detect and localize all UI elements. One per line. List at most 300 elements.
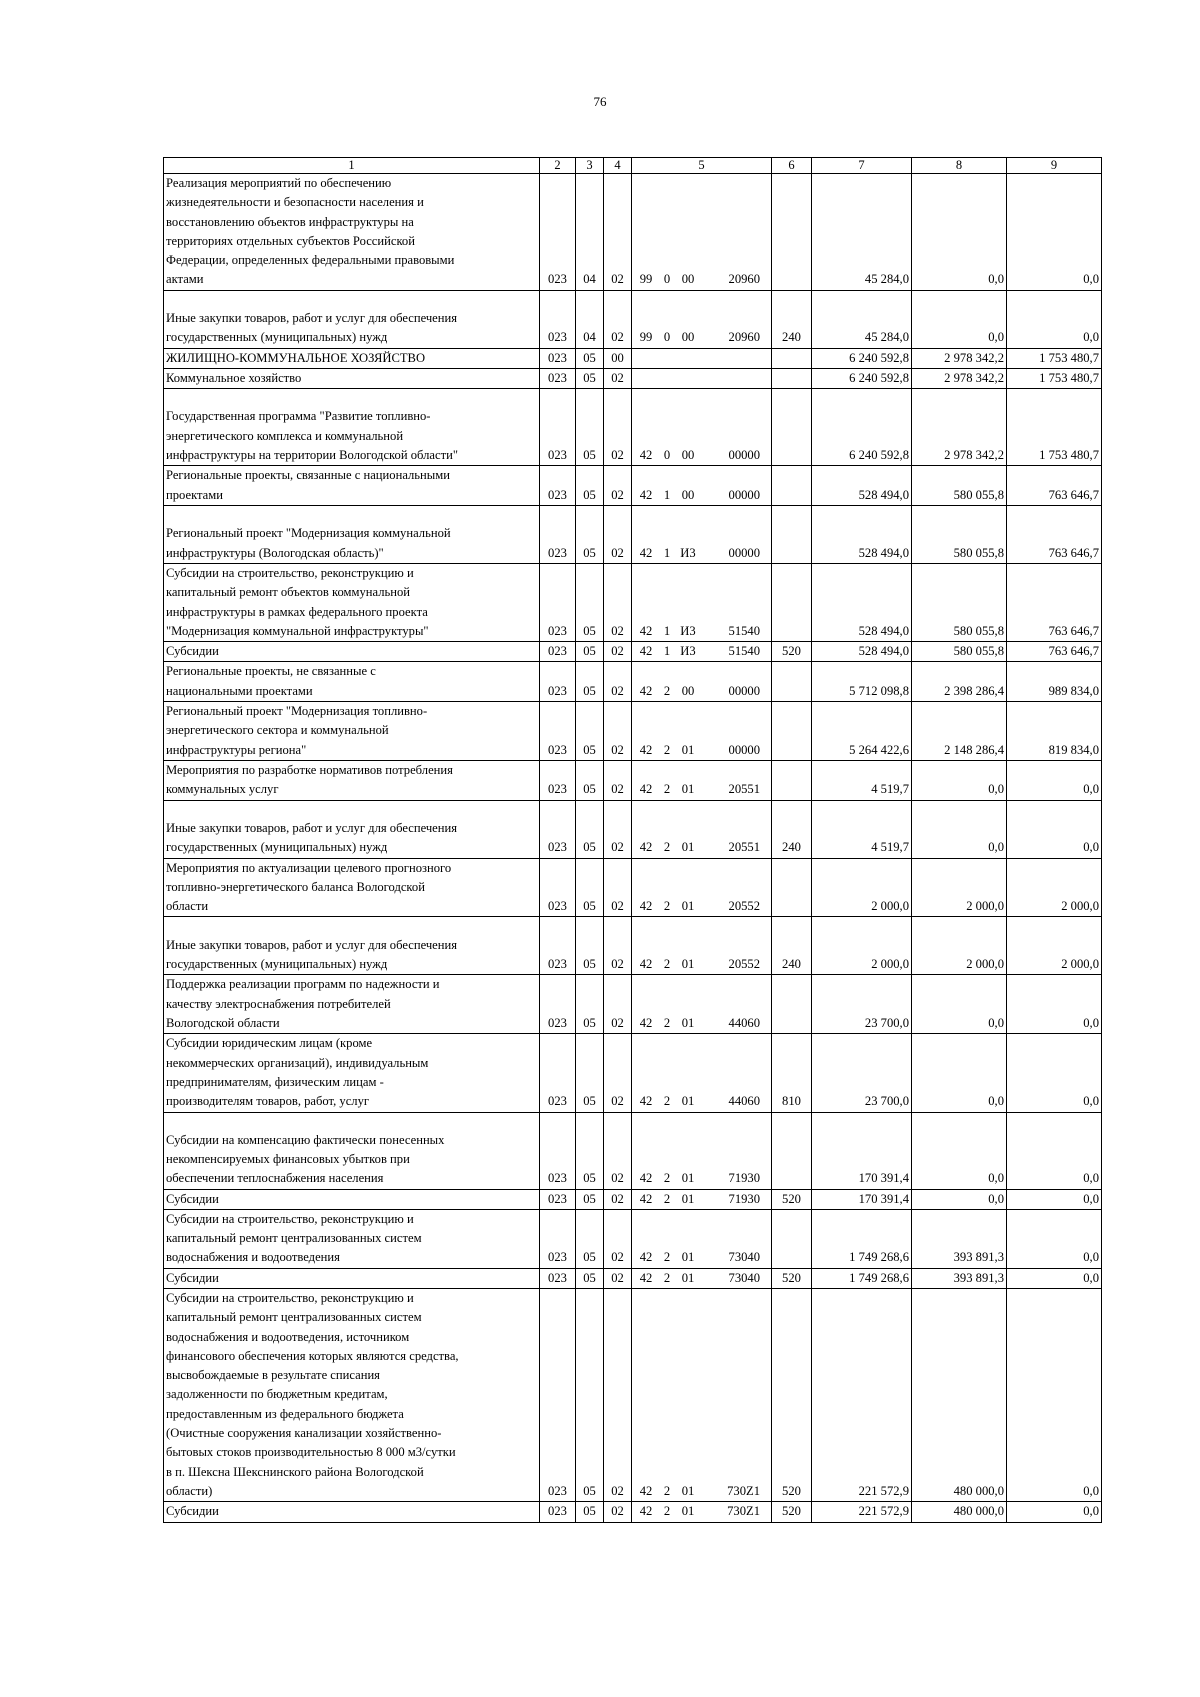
- target-article-direction: 00: [681, 448, 695, 463]
- row-name: Субсидии на строительство, реконструкцию и капитальный ремонт объектов коммунальной инфраструктуры в рамках федерального проекта "Модернизация коммунальной инфраструктуры": [164, 563, 540, 641]
- target-article-code: 20552: [728, 957, 760, 972]
- row-name: Иные закупки товаров, работ и услуг для обеспечения государственных (муниципальных) нужд: [164, 290, 540, 348]
- target-article-code: 00000: [728, 448, 760, 463]
- target-article-direction: И3: [680, 545, 696, 560]
- cell-subsection-code: 02: [604, 662, 632, 702]
- cell-target-article: [632, 858, 772, 917]
- target-article-subprogram: 1: [663, 545, 671, 560]
- cell-section-code: 05: [576, 505, 604, 563]
- header-cell: 3: [576, 158, 604, 174]
- cell-amount-year2: 580 055,8: [912, 642, 1007, 662]
- target-article-program: 42: [639, 1016, 653, 1031]
- cell-amount-year3: 819 834,0: [1007, 702, 1102, 761]
- table-row: [164, 702, 1102, 761]
- target-article-code: 71930: [728, 1191, 760, 1206]
- cell-section-code: 04: [576, 290, 604, 348]
- cell-amount-year1: 5 712 098,8: [812, 662, 912, 702]
- cell-admin-code: 023: [540, 1268, 576, 1288]
- target-article-program: 42: [639, 683, 653, 698]
- cell-admin-code: 023: [540, 1209, 576, 1268]
- cell-target-article: [632, 1189, 772, 1209]
- cell-amount-year1: 4 519,7: [812, 760, 912, 800]
- cell-subsection-code: 02: [604, 975, 632, 1034]
- table-row: [164, 1112, 1102, 1189]
- cell-amount-year3: 0,0: [1007, 1502, 1102, 1522]
- target-article-program: 99: [639, 330, 653, 345]
- row-name: Реализация мероприятий по обеспечению жизнедеятельности и безопасности населения и восстановлению объектов инфраструктуры на территориях отдельных субъектов Российской Федерации, определенных федеральными правовыми актами: [164, 174, 540, 291]
- target-article-direction: 01: [681, 1270, 695, 1285]
- target-article-direction: 00: [681, 683, 695, 698]
- cell-target-article: [632, 917, 772, 975]
- header-cell: 5: [632, 158, 772, 174]
- target-article-code: 71930: [728, 1171, 760, 1186]
- cell-section-code: 05: [576, 389, 604, 466]
- target-article-direction: 01: [681, 957, 695, 972]
- target-article-direction: 01: [681, 782, 695, 797]
- target-article-subprogram: 2: [663, 1504, 671, 1519]
- target-article-code: 51540: [728, 623, 760, 638]
- table-row: [164, 858, 1102, 917]
- cell-subsection-code: 02: [604, 858, 632, 917]
- cell-amount-year2: 393 891,3: [912, 1209, 1007, 1268]
- target-article-program: 42: [639, 1504, 653, 1519]
- target-article-subprogram: 2: [663, 1250, 671, 1265]
- cell-amount-year2: 0,0: [912, 174, 1007, 291]
- cell-admin-code: 023: [540, 858, 576, 917]
- target-article-code: 20551: [728, 782, 760, 797]
- header-cell: 2: [540, 158, 576, 174]
- cell-subsection-code: 02: [604, 369, 632, 389]
- cell-amount-year3: 989 834,0: [1007, 662, 1102, 702]
- cell-section-code: 05: [576, 1268, 604, 1288]
- cell-amount-year1: 170 391,4: [812, 1112, 912, 1189]
- row-name: Региональный проект "Модернизация коммунальной инфраструктуры (Вологодская область)": [164, 505, 540, 563]
- cell-expense-type: [772, 563, 812, 641]
- target-article-program: 42: [639, 1483, 653, 1498]
- cell-expense-type: [772, 389, 812, 466]
- cell-subsection-code: 02: [604, 1209, 632, 1268]
- cell-amount-year2: 0,0: [912, 800, 1007, 858]
- cell-subsection-code: 02: [604, 505, 632, 563]
- cell-section-code: 05: [576, 1189, 604, 1209]
- cell-amount-year1: 4 519,7: [812, 800, 912, 858]
- cell-subsection-code: 02: [604, 563, 632, 641]
- table-row: [164, 389, 1102, 466]
- target-article-program: 42: [639, 782, 653, 797]
- target-article-direction: И3: [680, 644, 696, 659]
- cell-amount-year2: 2 978 342,2: [912, 348, 1007, 368]
- cell-amount-year1: 221 572,9: [812, 1502, 912, 1522]
- cell-expense-type: 520: [772, 1189, 812, 1209]
- cell-expense-type: 520: [772, 642, 812, 662]
- target-article-program: 42: [639, 1094, 653, 1109]
- page-number: 76: [593, 94, 607, 109]
- target-article-program: 42: [639, 1171, 653, 1186]
- target-article-subprogram: 0: [663, 448, 671, 463]
- target-article-code: 20960: [728, 330, 760, 345]
- cell-admin-code: 023: [540, 662, 576, 702]
- cell-amount-year3: 0,0: [1007, 1209, 1102, 1268]
- header-cell: 6: [772, 158, 812, 174]
- target-article-direction: 00: [681, 330, 695, 345]
- cell-amount-year1: 23 700,0: [812, 975, 912, 1034]
- cell-amount-year2: 580 055,8: [912, 563, 1007, 641]
- cell-admin-code: 023: [540, 174, 576, 291]
- cell-admin-code: 023: [540, 642, 576, 662]
- cell-section-code: 05: [576, 1112, 604, 1189]
- cell-amount-year3: 763 646,7: [1007, 563, 1102, 641]
- target-article-subprogram: 2: [663, 899, 671, 914]
- cell-amount-year1: 45 284,0: [812, 290, 912, 348]
- cell-subsection-code: 02: [604, 290, 632, 348]
- target-article-code: 00000: [728, 487, 760, 502]
- header-cell: 1: [164, 158, 540, 174]
- row-name: Региональные проекты, не связанные с национальными проектами: [164, 662, 540, 702]
- cell-subsection-code: 02: [604, 642, 632, 662]
- row-name: Субсидии на компенсацию фактически понесенных некомпенсируемых финансовых убытков при обеспечении теплоснабжения населения: [164, 1112, 540, 1189]
- table-row: [164, 290, 1102, 348]
- cell-section-code: 05: [576, 348, 604, 368]
- cell-amount-year1: 528 494,0: [812, 505, 912, 563]
- cell-target-article: [632, 1209, 772, 1268]
- cell-admin-code: 023: [540, 466, 576, 506]
- cell-amount-year2: 2 000,0: [912, 917, 1007, 975]
- target-article-code: 00000: [728, 742, 760, 757]
- cell-amount-year1: 6 240 592,8: [812, 369, 912, 389]
- target-article-subprogram: 2: [663, 782, 671, 797]
- cell-section-code: 05: [576, 975, 604, 1034]
- cell-subsection-code: 02: [604, 702, 632, 761]
- cell-target-article: [632, 1034, 772, 1112]
- target-article-program: 42: [639, 1191, 653, 1206]
- cell-section-code: 05: [576, 1034, 604, 1112]
- cell-amount-year3: 1 753 480,7: [1007, 389, 1102, 466]
- target-article-subprogram: 2: [663, 1483, 671, 1498]
- cell-subsection-code: 02: [604, 466, 632, 506]
- table-body: [164, 174, 1102, 1523]
- cell-amount-year2: 0,0: [912, 1034, 1007, 1112]
- cell-expense-type: [772, 702, 812, 761]
- cell-target-article: [632, 975, 772, 1034]
- cell-section-code: 05: [576, 702, 604, 761]
- cell-amount-year3: 763 646,7: [1007, 505, 1102, 563]
- cell-expense-type: [772, 662, 812, 702]
- cell-amount-year2: 0,0: [912, 760, 1007, 800]
- target-article-direction: 01: [681, 1250, 695, 1265]
- budget-table: [163, 157, 1102, 1523]
- cell-amount-year3: 0,0: [1007, 1268, 1102, 1288]
- target-article-code: 00000: [728, 683, 760, 698]
- cell-subsection-code: 02: [604, 1502, 632, 1522]
- row-name: Субсидии: [164, 1502, 540, 1522]
- row-name: Субсидии: [164, 1189, 540, 1209]
- cell-expense-type: 520: [772, 1288, 812, 1501]
- cell-admin-code: 023: [540, 1189, 576, 1209]
- cell-target-article: [632, 1502, 772, 1522]
- target-article-program: 42: [639, 840, 653, 855]
- header-cell: 9: [1007, 158, 1102, 174]
- cell-expense-type: [772, 760, 812, 800]
- cell-target-article: [632, 642, 772, 662]
- cell-amount-year1: 2 000,0: [812, 858, 912, 917]
- target-article-subprogram: 2: [663, 957, 671, 972]
- cell-target-article: [632, 174, 772, 291]
- table-row: [164, 1502, 1102, 1522]
- cell-section-code: 05: [576, 800, 604, 858]
- cell-expense-type: [772, 858, 812, 917]
- row-name: Мероприятия по разработке нормативов потребления коммунальных услуг: [164, 760, 540, 800]
- cell-section-code: 05: [576, 466, 604, 506]
- target-article-code: 44060: [728, 1094, 760, 1109]
- target-article-direction: 01: [681, 1094, 695, 1109]
- cell-subsection-code: 02: [604, 1288, 632, 1501]
- row-name: Государственная программа "Развитие топливно- энергетического комплекса и коммунальной инфраструктуры на территории Вологодской области": [164, 389, 540, 466]
- table-row: [164, 760, 1102, 800]
- target-article-subprogram: 2: [663, 1094, 671, 1109]
- row-name: Субсидии на строительство, реконструкцию и капитальный ремонт централизованных систем водоснабжения и водоотведения: [164, 1209, 540, 1268]
- cell-admin-code: 023: [540, 975, 576, 1034]
- cell-amount-year3: 763 646,7: [1007, 642, 1102, 662]
- target-article-subprogram: 1: [663, 644, 671, 659]
- cell-amount-year2: 393 891,3: [912, 1268, 1007, 1288]
- target-article-subprogram: 2: [663, 1270, 671, 1285]
- cell-section-code: 05: [576, 1288, 604, 1501]
- table-row: [164, 348, 1102, 368]
- cell-target-article: [632, 1288, 772, 1501]
- cell-expense-type: [772, 369, 812, 389]
- cell-amount-year1: 6 240 592,8: [812, 348, 912, 368]
- cell-admin-code: 023: [540, 702, 576, 761]
- cell-target-article: [632, 563, 772, 641]
- cell-target-article: [632, 290, 772, 348]
- cell-admin-code: 023: [540, 1034, 576, 1112]
- target-article-subprogram: 1: [663, 623, 671, 638]
- target-article-program: 42: [639, 899, 653, 914]
- cell-amount-year2: 2 978 342,2: [912, 389, 1007, 466]
- target-article-code: 00000: [728, 545, 760, 560]
- target-article-code: 44060: [728, 1016, 760, 1031]
- cell-admin-code: 023: [540, 290, 576, 348]
- target-article-direction: 01: [681, 1191, 695, 1206]
- row-name: Иные закупки товаров, работ и услуг для обеспечения государственных (муниципальных) нужд: [164, 800, 540, 858]
- row-name: Субсидии: [164, 1268, 540, 1288]
- cell-section-code: 05: [576, 1209, 604, 1268]
- target-article-subprogram: 0: [663, 330, 671, 345]
- cell-subsection-code: 02: [604, 800, 632, 858]
- target-article-subprogram: 2: [663, 1016, 671, 1031]
- cell-admin-code: 023: [540, 1288, 576, 1501]
- cell-amount-year3: 763 646,7: [1007, 466, 1102, 506]
- cell-amount-year3: 0,0: [1007, 290, 1102, 348]
- target-article-direction: 01: [681, 840, 695, 855]
- target-article-code: 73040: [728, 1250, 760, 1265]
- cell-admin-code: 023: [540, 800, 576, 858]
- cell-subsection-code: 02: [604, 174, 632, 291]
- target-article-subprogram: 0: [663, 272, 671, 287]
- cell-admin-code: 023: [540, 389, 576, 466]
- cell-admin-code: 023: [540, 505, 576, 563]
- cell-amount-year3: 2 000,0: [1007, 917, 1102, 975]
- table-row: [164, 917, 1102, 975]
- target-article-subprogram: 2: [663, 742, 671, 757]
- cell-admin-code: 023: [540, 760, 576, 800]
- target-article-code: 730Z1: [727, 1483, 760, 1498]
- cell-amount-year1: 170 391,4: [812, 1189, 912, 1209]
- cell-amount-year2: 0,0: [912, 290, 1007, 348]
- table-row: [164, 466, 1102, 506]
- table-row: [164, 642, 1102, 662]
- table-row: [164, 174, 1102, 291]
- header-cell: 8: [912, 158, 1007, 174]
- target-article-direction: 01: [681, 742, 695, 757]
- cell-amount-year1: 221 572,9: [812, 1288, 912, 1501]
- target-article-direction: 00: [681, 272, 695, 287]
- target-article-program: 42: [639, 1270, 653, 1285]
- cell-target-article: [632, 369, 772, 389]
- target-article-direction: 01: [681, 1504, 695, 1519]
- cell-target-article: [632, 1268, 772, 1288]
- cell-amount-year2: 0,0: [912, 1112, 1007, 1189]
- table-row: [164, 1034, 1102, 1112]
- cell-section-code: 05: [576, 858, 604, 917]
- cell-section-code: 04: [576, 174, 604, 291]
- cell-target-article: [632, 760, 772, 800]
- target-article-program: 42: [639, 644, 653, 659]
- cell-amount-year1: 5 264 422,6: [812, 702, 912, 761]
- cell-amount-year1: 528 494,0: [812, 466, 912, 506]
- header-cell: 4: [604, 158, 632, 174]
- target-article-code: 730Z1: [727, 1504, 760, 1519]
- cell-amount-year2: 2 978 342,2: [912, 369, 1007, 389]
- target-article-code: 20960: [728, 272, 760, 287]
- target-article-program: 42: [639, 448, 653, 463]
- cell-amount-year2: 2 000,0: [912, 858, 1007, 917]
- cell-amount-year1: 1 749 268,6: [812, 1209, 912, 1268]
- target-article-code: 51540: [728, 644, 760, 659]
- target-article-code: 73040: [728, 1270, 760, 1285]
- cell-amount-year1: 2 000,0: [812, 917, 912, 975]
- row-name: Коммунальное хозяйство: [164, 369, 540, 389]
- cell-admin-code: 023: [540, 1112, 576, 1189]
- cell-amount-year3: 0,0: [1007, 1288, 1102, 1501]
- cell-amount-year3: 1 753 480,7: [1007, 348, 1102, 368]
- cell-expense-type: [772, 975, 812, 1034]
- target-article-program: 42: [639, 1250, 653, 1265]
- cell-subsection-code: 02: [604, 917, 632, 975]
- cell-admin-code: 023: [540, 917, 576, 975]
- cell-target-article: [632, 800, 772, 858]
- cell-section-code: 05: [576, 917, 604, 975]
- table-row: [164, 505, 1102, 563]
- cell-amount-year3: 2 000,0: [1007, 858, 1102, 917]
- cell-section-code: 05: [576, 760, 604, 800]
- header-cell: 7: [812, 158, 912, 174]
- cell-subsection-code: 02: [604, 1268, 632, 1288]
- cell-target-article: [632, 662, 772, 702]
- target-article-code: 20552: [728, 899, 760, 914]
- row-name: Поддержка реализации программ по надежности и качеству электроснабжения потребителей Вологодской области: [164, 975, 540, 1034]
- cell-expense-type: [772, 1112, 812, 1189]
- cell-admin-code: 023: [540, 1502, 576, 1522]
- target-article-program: 99: [639, 272, 653, 287]
- target-article-subprogram: 2: [663, 1171, 671, 1186]
- row-name: Мероприятия по актуализации целевого прогнозного топливно-энергетического баланса Вологодской области: [164, 858, 540, 917]
- cell-amount-year3: 0,0: [1007, 1189, 1102, 1209]
- cell-section-code: 05: [576, 642, 604, 662]
- cell-expense-type: 810: [772, 1034, 812, 1112]
- target-article-subprogram: 1: [663, 487, 671, 502]
- target-article-direction: 00: [681, 487, 695, 502]
- target-article-subprogram: 2: [663, 683, 671, 698]
- cell-admin-code: 023: [540, 563, 576, 641]
- target-article-code: 20551: [728, 840, 760, 855]
- cell-subsection-code: 02: [604, 1034, 632, 1112]
- target-article-direction: И3: [680, 623, 696, 638]
- cell-expense-type: [772, 348, 812, 368]
- cell-expense-type: [772, 174, 812, 291]
- cell-amount-year3: 0,0: [1007, 975, 1102, 1034]
- cell-expense-type: 520: [772, 1268, 812, 1288]
- cell-amount-year1: 6 240 592,8: [812, 389, 912, 466]
- target-article-direction: 01: [681, 1171, 695, 1186]
- row-name: Иные закупки товаров, работ и услуг для обеспечения государственных (муниципальных) нужд: [164, 917, 540, 975]
- cell-target-article: [632, 466, 772, 506]
- table-row: [164, 1268, 1102, 1288]
- cell-amount-year3: 0,0: [1007, 1112, 1102, 1189]
- cell-subsection-code: 02: [604, 760, 632, 800]
- cell-target-article: [632, 505, 772, 563]
- cell-expense-type: [772, 1209, 812, 1268]
- target-article-subprogram: 2: [663, 1191, 671, 1206]
- row-name: Субсидии на строительство, реконструкцию и капитальный ремонт централизованных систем водоснабжения и водоотведения, источником финансового обеспечения которых являются средства, высвобождаемые в результате списания задолженности по бюджетным кредитам, предоставленным из федерального бюджета (Очистные сооружения канализации хозяйственно- бытовых стоков производительностью 8 000 м3/сутки в п. Шексна Шекснинского района Вологодской области): [164, 1288, 540, 1501]
- cell-expense-type: 240: [772, 290, 812, 348]
- cell-amount-year3: 0,0: [1007, 800, 1102, 858]
- target-article-program: 42: [639, 487, 653, 502]
- cell-target-article: [632, 702, 772, 761]
- cell-amount-year3: 1 753 480,7: [1007, 369, 1102, 389]
- target-article-subprogram: 2: [663, 840, 671, 855]
- cell-target-article: [632, 389, 772, 466]
- cell-expense-type: [772, 505, 812, 563]
- cell-amount-year1: 528 494,0: [812, 642, 912, 662]
- cell-admin-code: 023: [540, 348, 576, 368]
- header-row: [164, 158, 1102, 174]
- cell-amount-year2: 0,0: [912, 1189, 1007, 1209]
- cell-subsection-code: 02: [604, 1112, 632, 1189]
- cell-expense-type: 520: [772, 1502, 812, 1522]
- cell-amount-year1: 1 749 268,6: [812, 1268, 912, 1288]
- table-row: [164, 662, 1102, 702]
- cell-subsection-code: 00: [604, 348, 632, 368]
- table-row: [164, 1209, 1102, 1268]
- cell-amount-year2: 580 055,8: [912, 466, 1007, 506]
- cell-subsection-code: 02: [604, 1189, 632, 1209]
- cell-amount-year2: 480 000,0: [912, 1502, 1007, 1522]
- cell-expense-type: 240: [772, 917, 812, 975]
- cell-section-code: 05: [576, 563, 604, 641]
- table-row: [164, 563, 1102, 641]
- cell-amount-year2: 0,0: [912, 975, 1007, 1034]
- table-row: [164, 369, 1102, 389]
- cell-section-code: 05: [576, 1502, 604, 1522]
- cell-amount-year3: 0,0: [1007, 174, 1102, 291]
- cell-amount-year1: 528 494,0: [812, 563, 912, 641]
- row-name: Субсидии юридическим лицам (кроме некоммерческих организаций), индивидуальным предпринимателям, физическим лицам - производителям товаров, работ, услуг: [164, 1034, 540, 1112]
- cell-amount-year2: 2 148 286,4: [912, 702, 1007, 761]
- cell-amount-year2: 2 398 286,4: [912, 662, 1007, 702]
- row-name: Региональные проекты, связанные с национальными проектами: [164, 466, 540, 506]
- cell-amount-year1: 45 284,0: [812, 174, 912, 291]
